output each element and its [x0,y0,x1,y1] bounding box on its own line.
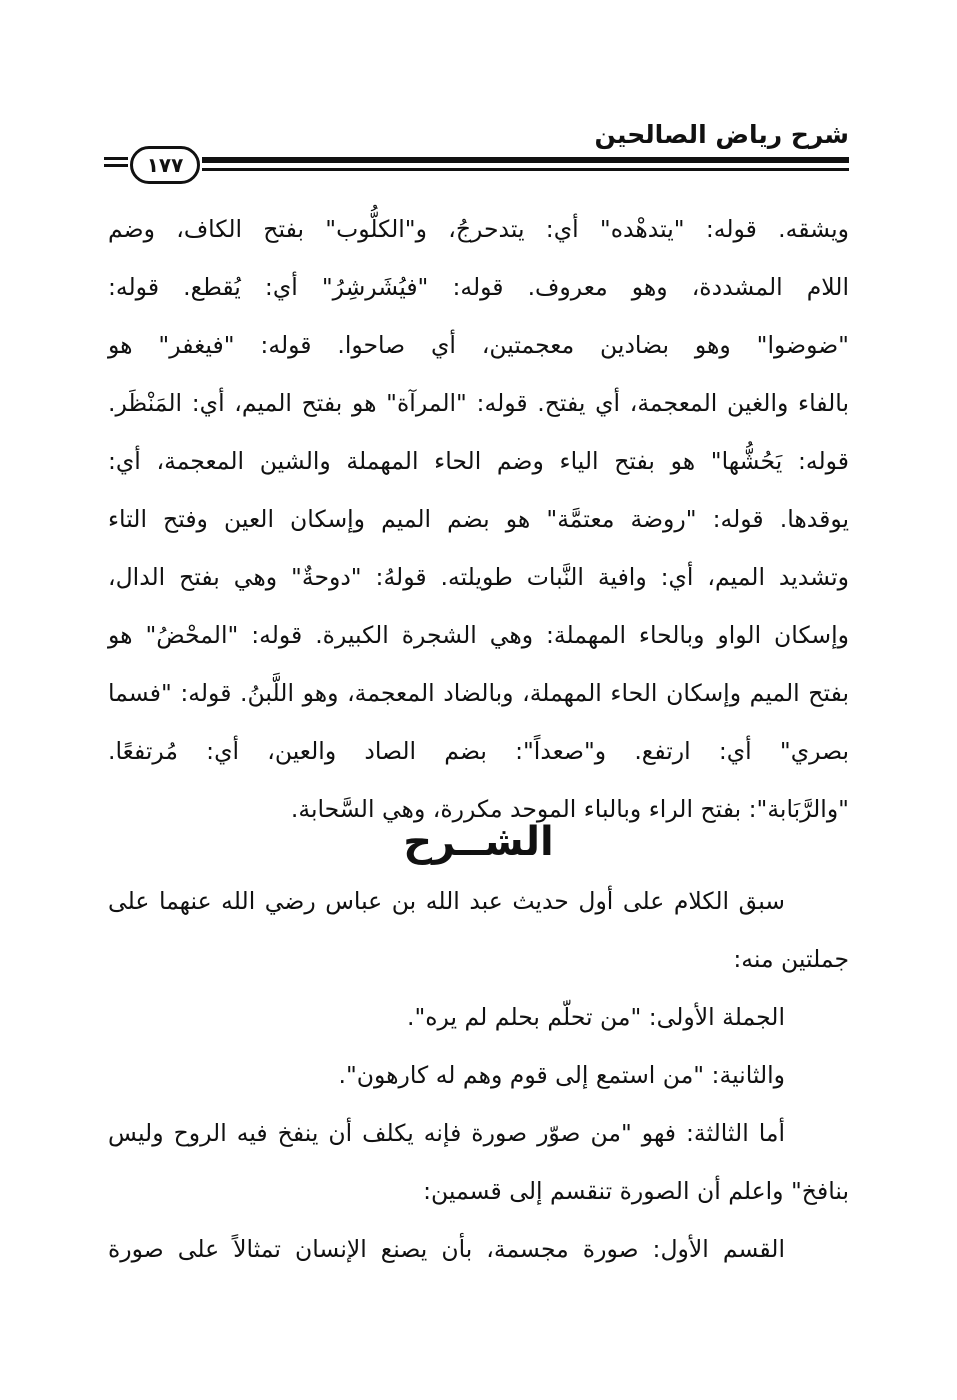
section-heading: الشــرح [403,819,554,865]
text-line: أما الثالثة: فهو "من صوّر صورة فإنه يكلف أن ينفخ فيه الروح وليس [108,1119,785,1147]
text-line: بالفاء والغين المعجمة، أي يفتح. قوله: "المرآة" هو بفتح الميم، أي: المَنْظَر. [108,389,849,417]
text-line: "والرَّبَابة": بفتح الراء وبالباء الموحد مكررة، وهي السَّحابة. [290,795,849,823]
page-number-ornament [104,157,128,171]
text-line: بفتح الميم وإسكان الحاء المهملة، وبالضاد المعجمة، وهو اللَّبنُ. قوله: "فسما [108,679,849,707]
page-number-oval [130,146,200,184]
text-line: وإسكان الواو وبالحاء المهملة: وهي الشجرة الكبيرة. قوله: "المحْضُ" هو [108,621,849,649]
text-line: اللام المشددة، وهو معروف. قوله: "فيُشَرشِرُ" أي: يُقطع. قوله: [108,273,849,301]
text-line: جملتين منه: [733,945,849,973]
commentary-paragraph [108,872,849,1278]
text-line: "ضوضوا" وهو بضادين معجمتين، أي صاحوا. قوله: "فيغفر" هو [108,331,849,359]
header-rule-thick [202,157,849,163]
text-line: القسم الأول: صورة مجسمة، بأن يصنع الإنسان تمثالاً على صورة [108,1235,785,1263]
notes-paragraph [108,200,849,838]
text-line: الجملة الأولى: "من تحلّم بحلم لم يره". [406,1003,785,1031]
text-line: وتشديد الميم، أي: وافية النَّبات طويلته. قولهُ: "دوحةٌ" وهي بفتح الدال، [108,563,849,591]
text-line: سبق الكلام على أول حديث عبد الله بن عباس رضي الله عنهما على [108,887,785,915]
text-line: والثانية: "من استمع إلى قوم وهم له كارهون". [338,1061,785,1089]
text-line: يوقدها. قوله: "روضة معتمَّة" هو بضم الميم وإسكان العين وفتح التاء [108,505,849,533]
running-header-title: شرح رياض الصالحين [594,120,849,149]
header-rule-thin [202,168,849,171]
text-line: بصري" أي: ارتفع. و"صعداً": بضم الصاد والعين، أي: مُرتفعًا. [108,737,849,765]
text-line: قوله: يَحُشُّها" هو بفتح الياء وضم الحاء المهملة والشين المعجمة، أي: [108,447,849,475]
text-line: ويشقه. قوله: "يتدهْده" أي: يتدحرجُ، و"الكلُّوب" بفتح الكاف، وضم [108,215,849,243]
page-number: ١٧٧ [146,153,184,177]
text-line: بنافخ" واعلم أن الصورة تنقسم إلى قسمين: [423,1177,849,1205]
